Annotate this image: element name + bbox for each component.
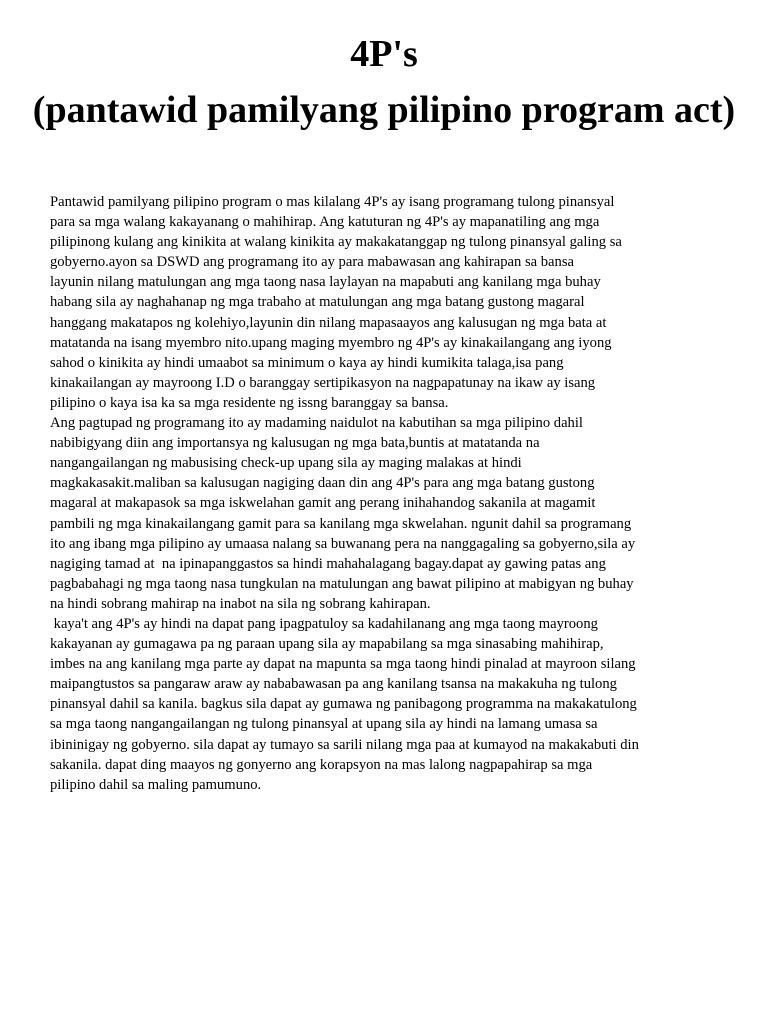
body-line: ibininigay ng gobyerno. sila dapat ay tumayo sa sarili nilang mga paa at kumayod na makakabuti din: [50, 736, 639, 753]
body-line: na hindi sobrang mahirap na inabot na sila ng sobrang kahirapan.: [50, 595, 431, 612]
body-line: pilipinong kulang ang kinikita at walang kinikita ay makakatanggap ng tulong pinansyal galing sa: [50, 234, 622, 251]
body-line: nagiging tamad at na ipinapanggastos sa hindi mahahalagang bagay.dapat ay gawing patas ang: [50, 555, 606, 572]
body-line: imbes na ang kanilang mga parte ay dapat na mapunta sa mga taong hindi pinalad at mayroon silang: [50, 656, 636, 673]
body-line: maipangtustos sa pangaraw araw ay nababawasan pa ang kanilang tsansa na makakuha ng tulong: [50, 676, 617, 693]
body-line: magkakasakit.maliban sa kalusugan nagiging daan din ang 4P's para ang mga batang gustong: [50, 475, 595, 492]
body-line: kinakailangan ay mayroong I.D o baranggay sertipikasyon na nagpapatunay na ikaw ay isang: [50, 374, 596, 391]
body-line: matatanda na isang myembro nito.upang maging myembro ng 4P's ay kinakailangang ang iyong: [50, 334, 612, 351]
body-line: sahod o kinikita ay hindi umaabot sa minimum o kaya ay hindi kumikita talaga,isa pang: [50, 354, 564, 371]
body-line: pilipino o kaya isa ka sa mga residente ng issng baranggay sa bansa.: [50, 394, 449, 411]
body-line: kaya't ang 4P's ay hindi na dapat pang ipagpatuloy sa kadahilanang ang mga taong mayroong: [50, 615, 598, 632]
document-title: 4P's: [350, 33, 418, 75]
body-line: layunin nilang matulungan ang mga taong nasa laylayan na mapabuti ang kanilang mga buhay: [50, 274, 601, 291]
body-line: hanggang makatapos ng kolehiyo,layunin din nilang mapasaayos ang kalusugan ng mga bata at: [50, 314, 607, 331]
body-line: Pantawid pamilyang pilipino program o mas kilalang 4P's ay isang programang tulong pinansyal: [50, 194, 615, 210]
body-line: kakayanan ay gumagawa pa ng paraan upang sila ay mapabilang sa mga sinasabing mahihirap,: [50, 636, 604, 653]
body-line: habang sila ay naghahanap ng mga trabaho at matulungan ang mga batang gustong magaral: [50, 294, 585, 311]
body-line: sakanila. dapat ding maayos ng gonyerno ang korapsyon na mas lalong nagpapahirap sa mga: [50, 756, 593, 773]
body-line: gobyerno.ayon sa DSWD ang programang ito ay para mabawasan ang kahirapan sa bansa: [50, 254, 574, 271]
body-line: ito ang ibang mga pilipino ay umaasa nalang sa buwanang pera na nanggagaling sa gobyerno,sila ay: [50, 535, 636, 552]
body-line: pinansyal dahil sa kanila. bagkus sila dapat ay gumawa ng panibagong programma na makakatulong: [50, 696, 637, 713]
body-line: pambili ng mga kinakailangang gamit para sa kanilang mga skwelahan. ngunit dahil sa programang: [50, 515, 632, 532]
body-line: nangangailangan ng mabusising check-up upang sila ay maging malakas at hindi: [50, 455, 522, 472]
body-line: magaral at makapasok sa mga iskwelahan gamit ang perang inihahandog sakanila at magamit: [50, 495, 596, 512]
body-line: nabibigyang diin ang importansya ng kalusugan ng mga bata,buntis at matatanda na: [50, 435, 540, 452]
document-body: [50, 192, 730, 795]
body-line: sa mga taong nangangailangan ng tulong pinansyal at upang sila ay hindi na lamang umasa sa: [50, 716, 598, 733]
body-line: pilipino dahil sa maling pamumuno.: [50, 776, 262, 793]
body-line: para sa mga walang kakayanang o mahihirap. Ang katuturan ng 4P's ay mapanatiling ang mga: [50, 214, 600, 231]
body-line: Ang pagtupad ng programang ito ay madaming naidulot na kabutihan sa mga pilipino dahil: [50, 415, 583, 432]
body-line: pagbabahagi ng mga taong nasa tungkulan na matulungan ang bawat pilipino at mabigyan ng buhay: [50, 575, 634, 592]
document-subtitle: (pantawid pamilyang pilipino program act): [32, 89, 736, 131]
